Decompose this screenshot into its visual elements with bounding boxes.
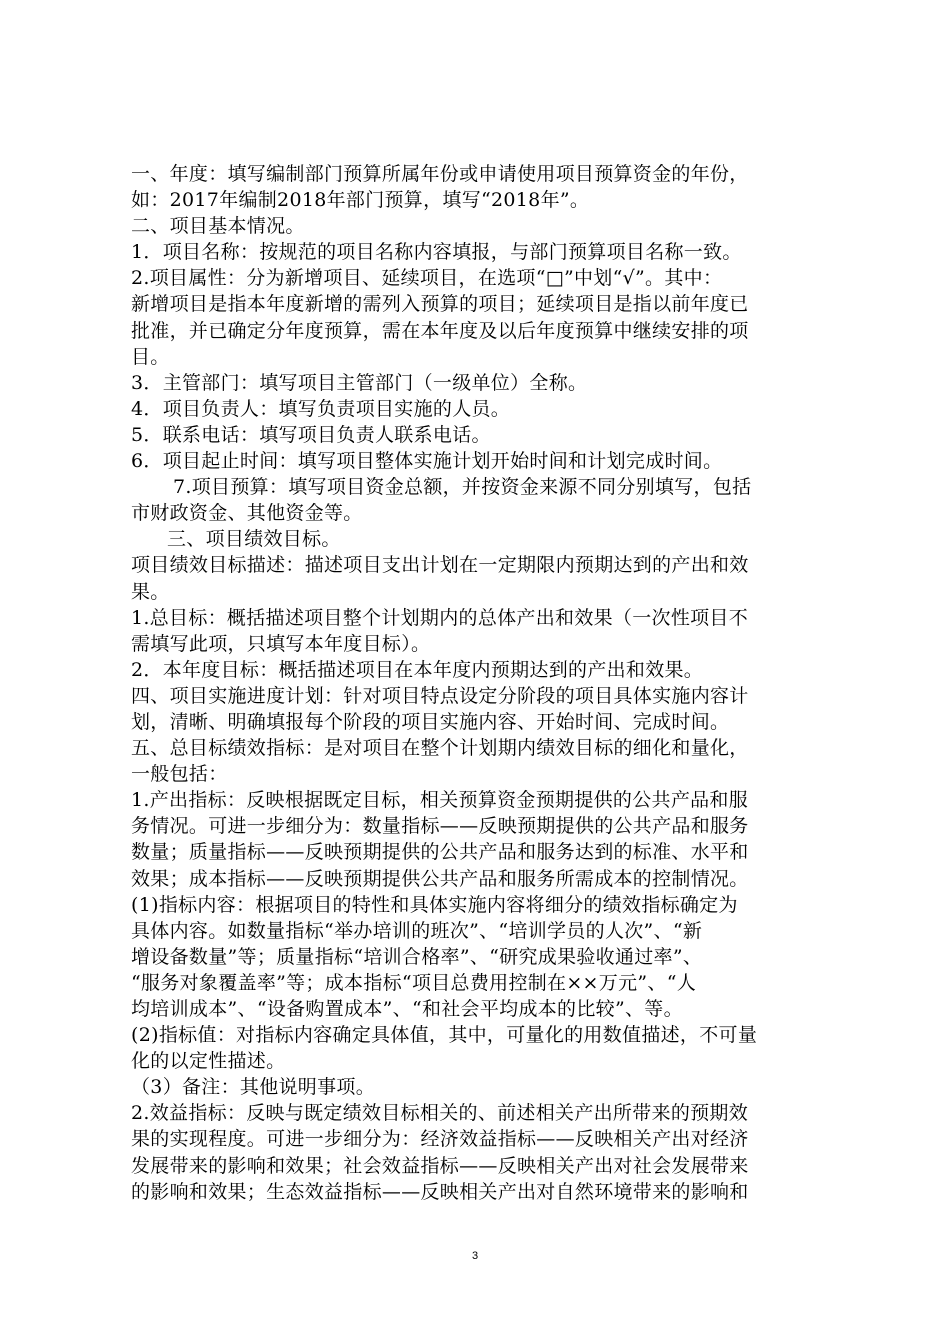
text-line: 1．项目名称：按规范的项目名称内容填报，与部门预算项目名称一致。 bbox=[131, 241, 742, 264]
text-line: 目。 bbox=[131, 345, 170, 368]
text-line: 一般包括： bbox=[131, 763, 228, 786]
section-heading-performance-goals: 三、项目绩效目标。 bbox=[167, 528, 341, 551]
text-line: 新增项目是指本年度新增的需列入预算的项目；延续项目是指以前年度已 bbox=[131, 293, 749, 316]
section-heading-indicators: 五、总目标绩效指标：是对项目在整个计划期内绩效目标的细化和量化， bbox=[131, 737, 749, 760]
text-line: (2)指标值：对指标内容确定具体值，其中，可量化的用数值描述，不可量 bbox=[131, 1024, 758, 1047]
text-line: 增设备数量”等；质量指标“培训合格率”、“研究成果验收通过率”、 bbox=[131, 945, 703, 968]
text-line: 数量；质量指标——反映预期提供的公共产品和服务达到的标准、水平和 bbox=[131, 841, 749, 864]
text-line: 具体内容。如数量指标“举办培训的班次”、“培训学员的人次”、“新 bbox=[131, 919, 703, 942]
page-number: 3 bbox=[471, 1250, 479, 1262]
text-line: 2.项目属性：分为新增项目、延续项目，在选项“□”中划“√”。其中： bbox=[131, 267, 723, 290]
text-line: 如：2017年编制2018年部门预算，填写“2018年”。 bbox=[131, 189, 590, 212]
text-line: 批准，并已确定分年度预算，需在本年度及以后年度预算中继续安排的项 bbox=[131, 319, 749, 342]
text-line: 1.产出指标：反映根据既定目标，相关预算资金预期提供的公共产品和服 bbox=[131, 789, 749, 812]
text-line: 果的实现程度。可进一步细分为：经济效益指标——反映相关产出对经济 bbox=[131, 1128, 749, 1151]
text-line: 市财政资金、其他资金等。 bbox=[131, 502, 363, 525]
text-line: 6．项目起止时间：填写项目整体实施计划开始时间和计划完成时间。 bbox=[131, 450, 723, 473]
text-line: 5．联系电话：填写项目负责人联系电话。 bbox=[131, 423, 491, 446]
text-line: 划，清晰、明确填报每个阶段的项目实施内容、开始时间、完成时间。 bbox=[131, 710, 730, 733]
text-line: 务情况。可进一步细分为：数量指标——反映预期提供的公共产品和服务 bbox=[131, 815, 749, 838]
text-line: 化的以定性描述。 bbox=[131, 1050, 286, 1073]
text-line: 果。 bbox=[131, 580, 170, 603]
text-line: 需填写此项，只填写本年度目标）。 bbox=[131, 632, 431, 655]
text-line: “服务对象覆盖率”等；成本指标“项目总费用控制在××万元”、“人 bbox=[131, 971, 697, 994]
text-line: 7.项目预算：填写项目资金总额，并按资金来源不同分别填写，包括 bbox=[173, 476, 752, 499]
text-line: 发展带来的影响和效果；社会效益指标——反映相关产出对社会发展带来 bbox=[131, 1154, 749, 1177]
section-heading-year: 一、年度：填写编制部门预算所属年份或申请使用项目预算资金的年份， bbox=[131, 163, 749, 185]
text-line: 2.效益指标：反映与既定绩效目标相关的、前述相关产出所带来的预期效 bbox=[131, 1102, 749, 1125]
document-body bbox=[131, 161, 831, 1205]
text-line: 项目绩效目标描述：描述项目支出计划在一定期限内预期达到的产出和效 bbox=[131, 554, 749, 577]
section-heading-schedule: 四、项目实施进度计划：针对项目特点设定分阶段的项目具体实施内容计 bbox=[131, 684, 749, 707]
text-line: 效果；成本指标——反映预期提供公共产品和服务所需成本的控制情况。 bbox=[131, 867, 749, 890]
text-line: 2．本年度目标：概括描述项目在本年度内预期达到的产出和效果。 bbox=[131, 658, 704, 681]
text-line: 4．项目负责人：填写负责项目实施的人员。 bbox=[131, 397, 511, 420]
text-line: 3．主管部门：填写项目主管部门（一级单位）全称。 bbox=[131, 371, 588, 394]
section-heading-project-info: 二、项目基本情况。 bbox=[131, 215, 305, 238]
text-line: 的影响和效果；生态效益指标——反映相关产出对自然环境带来的影响和 bbox=[131, 1180, 749, 1203]
text-line: （3）备注：其他说明事项。 bbox=[131, 1076, 375, 1099]
text-line: 均培训成本”、“设备购置成本”、“和社会平均成本的比较”、等。 bbox=[131, 998, 683, 1020]
text-line: (1)指标内容：根据项目的特性和具体实施内容将细分的绩效指标确定为 bbox=[131, 893, 738, 916]
text-line: 1.总目标：概括描述项目整个计划期内的总体产出和效果（一次性项目不 bbox=[131, 606, 749, 629]
